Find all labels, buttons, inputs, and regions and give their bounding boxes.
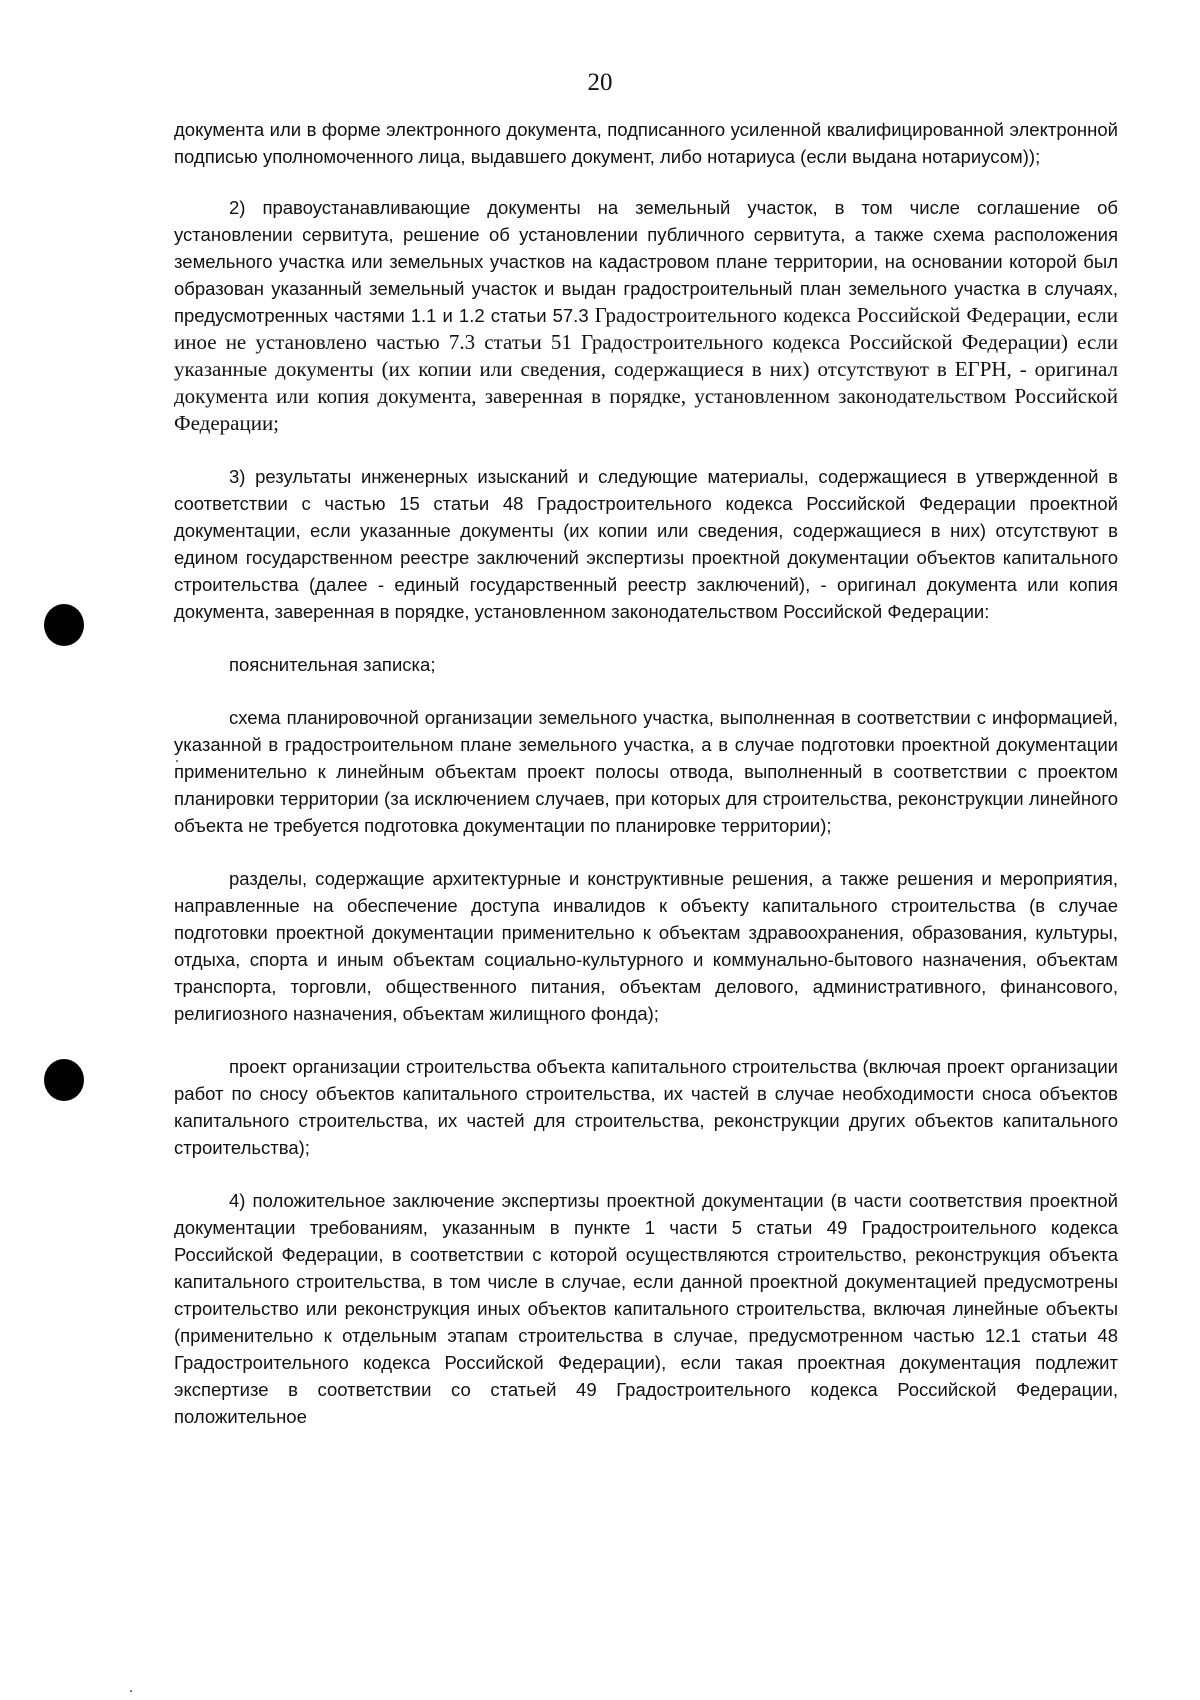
paragraph-item-2	[174, 194, 1118, 437]
paragraph-planning-scheme: схема планировочной организации земельного участка, выполненная в соответствии с информацией, указанной в градостроительном плане земельного участка, а в случае подготовки проектной документации применительно к линейным объектам проект полосы отвода, выполненный в соответствии с проектом планировки территории (за исключением случаев, при которых для строительства, реконструкции линейного объекта не требуется подготовка документации по планировке территории);	[174, 707, 1118, 836]
punch-hole-top	[44, 604, 84, 646]
punch-hole-bottom	[44, 1059, 84, 1101]
page-number: 20	[587, 69, 613, 96]
paragraph-continuation: документа или в форме электронного документа, подписанного усиленной квалифицированной электронной подписью уполномоченного лица, выдавшего документ, либо нотариуса (если выдана нотариусом));	[174, 119, 1118, 167]
paragraph-construction-project: проект организации строительства объекта капитального строительства (включая проект организации работ по сносу объектов капитального строительства, их частей в случае необходимости сноса объектов капитального строительства, их частей для строительства, реконструкции других объектов капитального строительства);	[174, 1056, 1118, 1158]
paragraph-architectural-sections: разделы, содержащие архитектурные и конструктивные решения, а также решения и мероприятия, направленные на обеспечение доступа инвалидов к объекту капитального строительства (в случае подготовки проектной документации применительно к объектам здравоохранения, образования, культуры, отдыха, спорта и иным объектам социально-культурного и коммунально-бытового назначения, объектам транспорта, торговли, общественного питания, объектам делового, административного, финансового, религиозного назначения, объектам жилищного фонда);	[174, 868, 1118, 1024]
paragraph-item-2-part-2: Градостроительного кодекса Российской Федерации, если иное не установлено частью 7.3 статьи 51 Градостроительного кодекса Российской Федерации) если указанные документы (их копии или сведения, содержащиеся в них) отсутствуют в ЕГРН, - оригинал документа или копия документа, заверенная в порядке, установленном законодательством Российской Федерации;	[174, 303, 1118, 435]
paragraph-explanatory-note: пояснительная записка;	[229, 654, 436, 675]
paragraph-item-3: 3) результаты инженерных изысканий и следующие материалы, содержащиеся в утвержденной в соответствии с частью 15 статьи 48 Градостроительного кодекса Российской Федерации проектной документации, если указанные документы (их копии или сведения, содержащиеся в них) отсутствуют в едином государственном реестре заключений экспертизы проектной документации объектов капитального строительства (далее - единый государственный реестр заключений), - оригинал документа или копия документа, заверенная в порядке, установленном законодательством Российской Федерации:	[174, 466, 1118, 622]
document-body	[174, 116, 1118, 1456]
paragraph-item-2-part-1: 2) правоустанавливающие документы на земельный участок, в том числе соглашение об установлении сервитута, решение об установлении публичного сервитута, а также схема расположения земельного участка или земельных участков на кадастровом плане территории, на основании которой был образован указанный земельный участок и выдан градостроительный план земельного участка в случаях, предусмотренных частями 1.1 и 1.2 статьи 57.3	[174, 197, 1118, 326]
paragraph-item-4: 4) положительное заключение экспертизы проектной документации (в части соответствия проектной документации требованиям, указанным в пункте 1 части 5 статьи 49 Градостроительного кодекса Российской Федерации, в соответствии с которой осуществляются строительство, реконструкция объекта капитального строительства, в том числе в случае, если данной проектной документацией предусмотрены строительство или реконструкция иных объектов капитального строительства, включая линейные объекты (применительно к отдельным этапам строительства в случае, предусмотренном частью 12.1 статьи 48 Градостроительного кодекса Российской Федерации), если такая проектная документация подлежит экспертизе в соответствии со статьей 49 Градостроительного кодекса Российской Федерации, положительное	[174, 1190, 1118, 1427]
scan-speck	[130, 1690, 132, 1692]
